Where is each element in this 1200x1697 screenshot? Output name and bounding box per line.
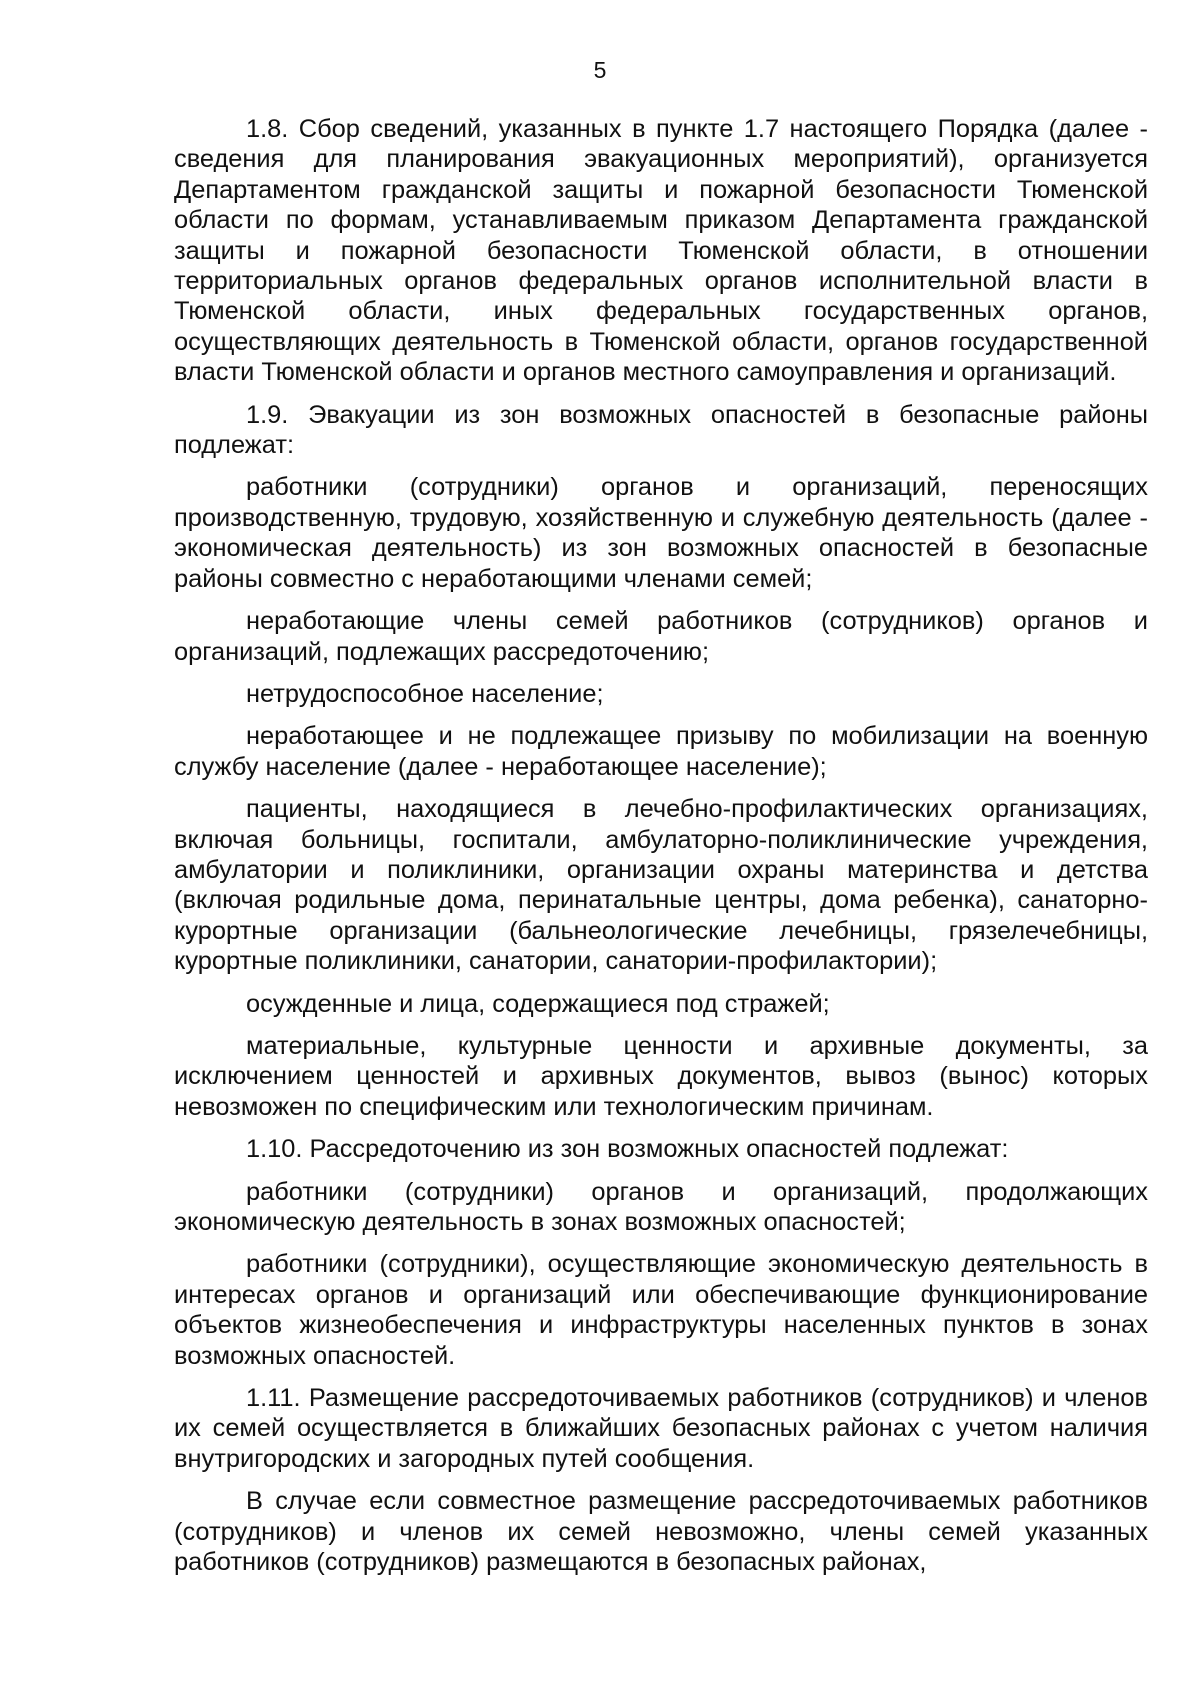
paragraph-joint-placement: В случае если совместное размещение рассредоточиваемых работников (сотрудников) и членов их семей невозможно, члены семей указанных работников (сотрудников) размещаются в безопасных районах, bbox=[174, 1487, 1148, 1577]
paragraph-1-10: 1.10. Рассредоточению из зон возможных опасностей подлежат: bbox=[246, 1135, 1009, 1164]
paragraph-1-8: 1.8. Сбор сведений, указанных в пункте 1.7 настоящего Порядка (далее - сведения для планирования эвакуационных мероприятий), организуется Департаментом гражданской защиты и пожарной безопасности Тюменской области по формам, устанавливаемым приказом Департамента гражданской защиты и пожарной безопасности Тюменской области, в отношении территориальных органов федеральных органов исполнительной власти в Тюменской области, иных федеральных государственных органов, осуществляющих деятельность в Тюменской области, органов государственной власти Тюменской области и органов местного самоуправления и организаций. bbox=[174, 115, 1148, 387]
paragraph-1-11: 1.11. Размещение рассредоточиваемых работников (сотрудников) и членов их семей осуществляется в ближайших безопасных районах с учетом наличия внутригородских и загородных путей сообщения. bbox=[174, 1384, 1148, 1473]
list-item-workers-infrastructure: работники (сотрудники), осуществляющие экономическую деятельность в интересах органов и организаций или обеспечивающие функционирование объектов жизнеобеспечения и инфраструктуры населенных пунктов в зонах возможных опасностей. bbox=[174, 1250, 1148, 1370]
document-body bbox=[174, 114, 1148, 1577]
list-item-cultural-values: материальные, культурные ценности и архивные документы, за исключением ценностей и архивных документов, вывоз (вынос) которых невозможен по специфическим или технологическим причинам. bbox=[174, 1031, 1148, 1121]
page-number: 5 bbox=[593, 57, 607, 83]
list-item-workers-continuing: работники (сотрудники) органов и организаций, продолжающих экономическую деятельность в зонах возможных опасностей; bbox=[174, 1177, 1148, 1236]
list-item-non-working-population: неработающее и не подлежащее призыву по мобилизации на военную службу население (далее - неработающее население); bbox=[174, 722, 1148, 781]
list-item-convicts: осужденные и лица, содержащиеся под стражей; bbox=[246, 989, 830, 1018]
list-item-patients: пациенты, находящиеся в лечебно-профилактических организациях, включая больницы, госпитали, амбулаторно-поликлинические учреждения, амбулатории и поликлиники, организации охраны материнства и детства (включая родильные дома, перинатальные центры, дома ребенка), санаторно-курортные организации (бальнеологические лечебницы, грязелечебницы, курортные поликлиники, санатории, санатории-профилактории); bbox=[174, 795, 1148, 976]
list-item-disabled-population: нетрудоспособное население; bbox=[246, 679, 604, 708]
paragraph-1-9: 1.9. Эвакуации из зон возможных опасностей в безопасные районы подлежат: bbox=[174, 400, 1148, 460]
list-item-workers-relocating: работники (сотрудники) органов и организаций, переносящих производственную, трудовую, хозяйственную и служебную деятельность (далее - экономическая деятельность) из зон возможных опасностей в безопасные районы совместно с неработающими членами семей; bbox=[174, 473, 1148, 593]
list-item-family-members: неработающие члены семей работников (сотрудников) органов и организаций, подлежащих рассредоточению; bbox=[174, 607, 1148, 666]
